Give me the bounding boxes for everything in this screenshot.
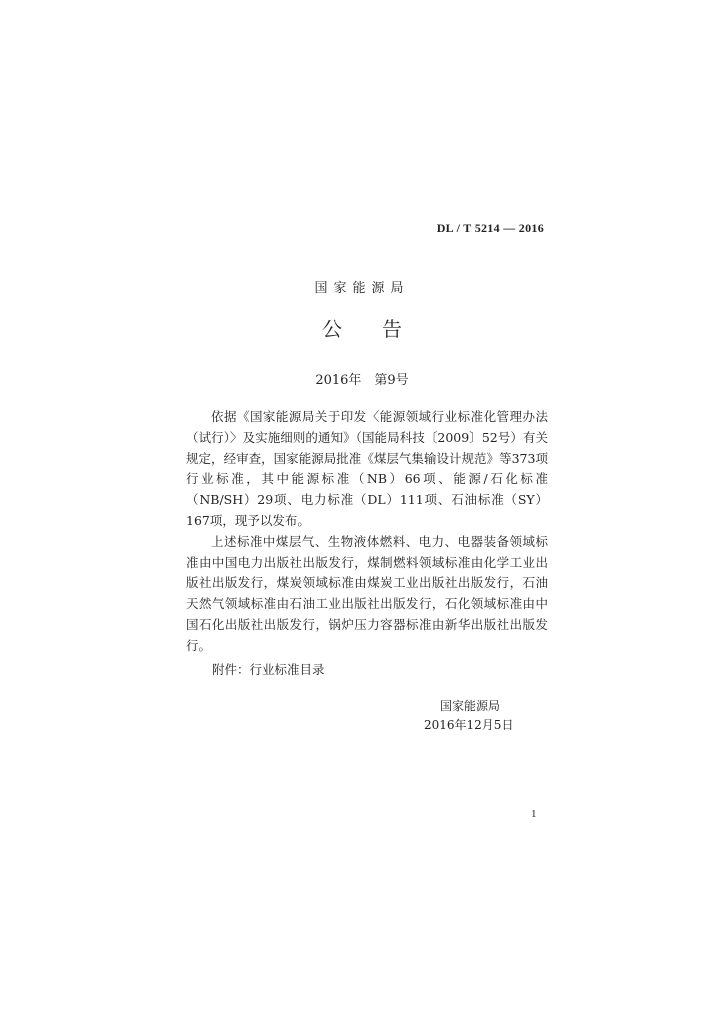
page-number: 1 <box>531 808 537 820</box>
attachment-note: 附件：行业标准目录 <box>212 662 325 677</box>
signature-organization: 国家能源局 <box>440 699 501 713</box>
announcement-number: 2016年 第9号 <box>315 373 409 388</box>
body-paragraph-2: 上述标准中煤层气、生物液体燃料、电力、电器装备领域标准由中国电力出版社出版发行，煤制燃料领域标准由化学工业出版社出版发行，煤炭领域标准由煤炭工业出版社出版发行，石油天然气领域标准由石油工业出版社出版发行，石化领域标准由中国石化出版社出版发行，锅炉压力容器标准由新华出版社出版发行。 <box>186 533 548 653</box>
issuing-agency: 国家能源局 <box>314 281 410 296</box>
announcement-body <box>186 407 548 657</box>
body-paragraph-1: 依据《国家能源局关于印发〈能源领域行业标准化管理办法（试行）〉及实施细则的通知》（国能局科技〔2009〕52号）有关规定，经审查，国家能源局批准《煤层气集输设计规范》等373项行业标准，其中能源标准（NB）66项、能源/石化标准（NB/SH）29项、电力标准（DL）111项、石油标准（SY）167项，现予以发布。 <box>186 409 548 528</box>
document-title: 公告 <box>322 317 442 341</box>
standard-code: DL / T 5214 — 2016 <box>436 221 544 235</box>
signature-date: 2016年12月5日 <box>424 718 514 732</box>
